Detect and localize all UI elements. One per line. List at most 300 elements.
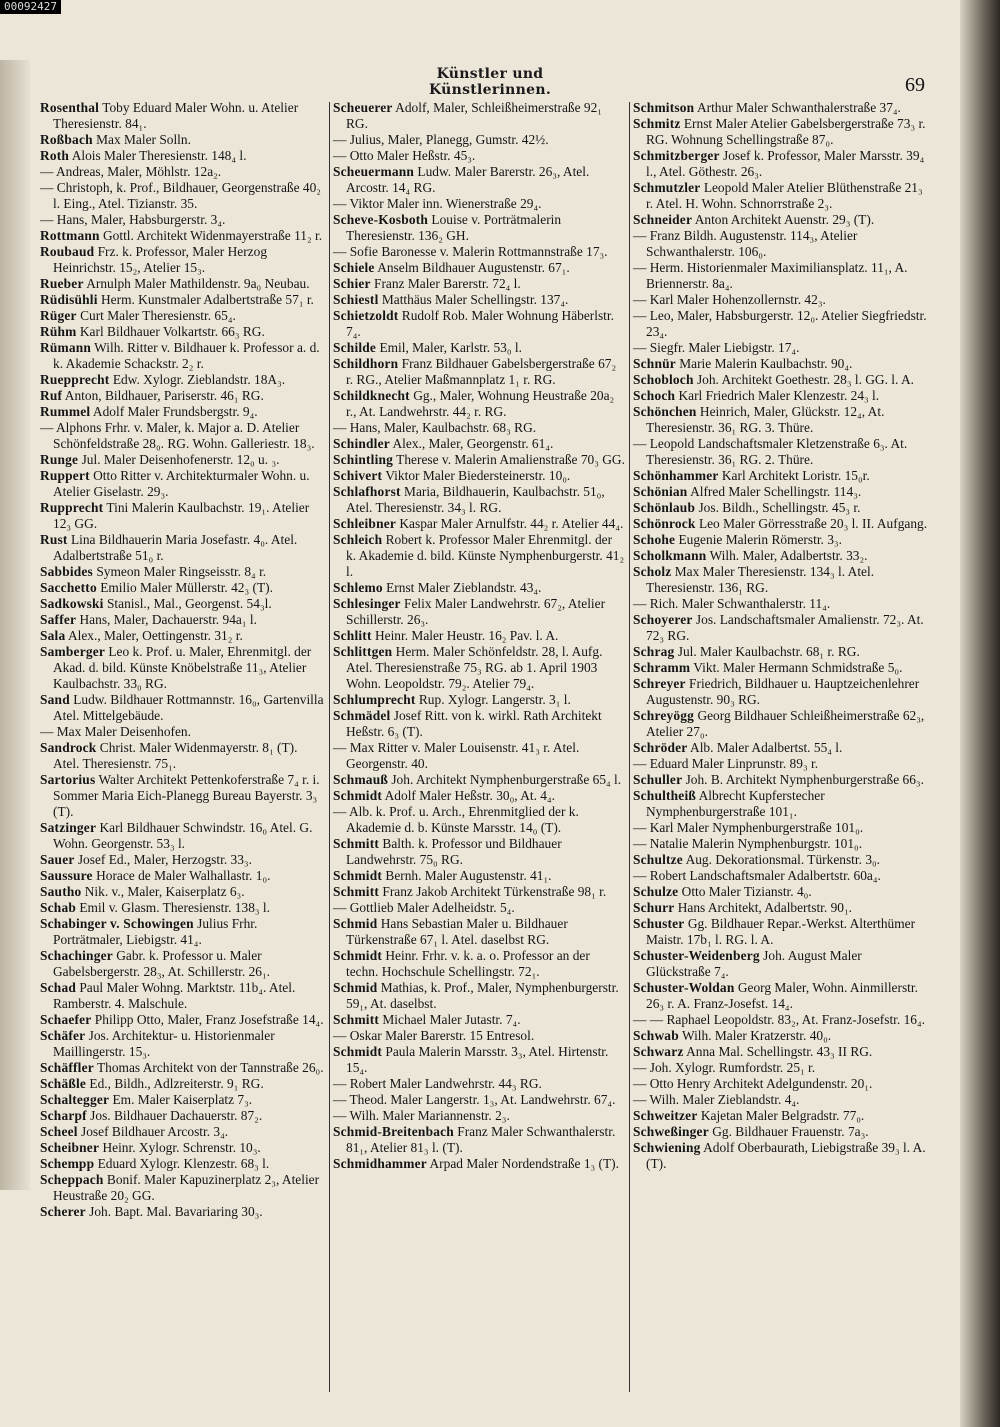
directory-entry <box>633 596 928 612</box>
entry-name: Schmutzler <box>633 180 701 195</box>
entry-name: Sadkowski <box>40 596 104 611</box>
entry-details: Louise v. Porträtmalerin Theresienstr. 136₂ GH. <box>346 212 562 243</box>
entry-name: Schab <box>40 900 76 915</box>
directory-entry <box>40 580 325 596</box>
directory-entry <box>633 292 928 308</box>
entry-name: Schuster-Woldan <box>633 980 735 995</box>
entry-details: Gg. Bildhauer Frauenstr. 7a₃. <box>712 1124 869 1139</box>
entry-name: Sartorius <box>40 772 96 787</box>
directory-entry <box>40 852 325 868</box>
entry-name: Rueber <box>40 276 84 291</box>
entry-name: Schramm <box>633 660 691 675</box>
entry-name: Schwab <box>633 1028 679 1043</box>
entry-name: Schildknecht <box>333 388 410 403</box>
directory-entry <box>333 900 625 916</box>
entry-name: Schwarz <box>633 1044 684 1059</box>
entry-details: — — Raphael Leopoldstr. 83₂, At. Franz-Josefstr. 16₄. <box>633 1012 925 1027</box>
entry-details: Herm. Kunstmaler Adalbertstraße 57₁ r. <box>101 292 314 307</box>
entry-details: Hans Architekt, Adalbertstr. 90₁. <box>677 900 852 915</box>
directory-entry <box>633 788 928 820</box>
entry-name: Schnür <box>633 356 676 371</box>
entry-name: Schäßle <box>40 1076 87 1091</box>
entry-name: Schwiening <box>633 1140 701 1155</box>
entry-name: Schweitzer <box>633 1108 698 1123</box>
entry-details: Philipp Otto, Maler, Franz Josefstraße 14₄. <box>94 1012 324 1027</box>
entry-details: — Wilh. Maler Mariannenstr. 2₃. <box>333 1108 510 1123</box>
directory-entry <box>633 404 928 436</box>
entry-details: Rudolf Rob. Maler Wohnung Häberlstr. 7₄. <box>346 308 614 339</box>
entry-details: — Herm. Historienmaler Maximiliansplatz. 11₁, A. Briennerstr. 8a₄. <box>633 260 908 291</box>
entry-name: Schurr <box>633 900 675 915</box>
directory-entry <box>40 1140 325 1156</box>
entry-details: — Otto Maler Heßstr. 45₃. <box>333 148 476 163</box>
entry-name: Schmitt <box>333 1012 380 1027</box>
directory-entry <box>333 484 625 516</box>
directory-entry <box>40 1092 325 1108</box>
directory-entry <box>633 516 928 532</box>
directory-entry <box>40 500 325 532</box>
entry-details: Eugenie Malerin Römerstr. 3₃. <box>678 532 842 547</box>
entry-details: Lina Bildhauerin Maria Josefastr. 4₀. Atel. Adalbertstraße 51₀ r. <box>53 532 298 563</box>
directory-entry <box>633 980 928 1012</box>
entry-name: Schivert <box>333 468 383 483</box>
entry-name: Schmitz <box>633 116 681 131</box>
entry-name: Schönrock <box>633 516 696 531</box>
directory-entry <box>40 212 325 228</box>
entry-name: Schlafhorst <box>333 484 401 499</box>
entry-details: — Natalie Malerin Nymphenburgstr. 101₀. <box>633 836 863 851</box>
entry-name: Schachinger <box>40 948 113 963</box>
directory-entry <box>40 420 325 452</box>
directory-entry <box>40 724 325 740</box>
entry-details: Franz Maler Schwanthalerstr. 81₁, Atelier 81₃ l. (T). <box>346 1124 616 1155</box>
entry-details: Josef k. Professor, Maler Marsstr. 39₄ l., Atel. Göthestr. 26₃. <box>646 148 925 179</box>
entry-name: Schultheiß <box>633 788 697 803</box>
entry-details: Jul. Maler Kaulbachstr. 68₁ r. RG. <box>677 644 860 659</box>
entry-details: — Theod. Maler Langerstr. 1₃, At. Landwehrstr. 67₄. <box>333 1092 616 1107</box>
entry-name: Schoch <box>633 388 676 403</box>
entry-name: Schmitt <box>333 836 380 851</box>
entry-details: Nik. v., Maler, Kaiserplatz 6₃. <box>84 884 245 899</box>
entry-details: Joh. Architekt Goethestr. 28₃ l. GG. l. A. <box>696 372 914 387</box>
entry-details: Maria, Bildhauerin, Kaulbachstr. 51₀, Atel. Theresienstr. 34₃ l. RG. <box>346 484 605 515</box>
entry-details: Hans, Maler, Dachauerstr. 94a₁ l. <box>79 612 257 627</box>
entry-details: Franz Maler Barerstr. 72₄ l. <box>374 276 521 291</box>
entry-name: Schaefer <box>40 1012 92 1027</box>
entry-details: Max Maler Solln. <box>96 132 191 147</box>
entry-name: Scheppach <box>40 1172 104 1187</box>
directory-entry <box>333 1076 625 1092</box>
entry-name: Schildhorn <box>333 356 399 371</box>
entry-name: Ruepprecht <box>40 372 110 387</box>
entry-details: Alex., Maler, Oettingenstr. 31₂ r. <box>67 628 243 643</box>
directory-entry <box>40 308 325 324</box>
entry-name: Satzinger <box>40 820 97 835</box>
directory-entry <box>633 1060 928 1076</box>
entry-name: Schlesinger <box>333 596 401 611</box>
entry-details: Jos. Bildh., Schellingstr. 45₃ r. <box>698 500 861 515</box>
entry-details: Karl Friedrich Maler Klenzestr. 24₃ l. <box>678 388 880 403</box>
directory-entry <box>633 148 928 180</box>
directory-entry <box>333 916 625 948</box>
directory-entry <box>333 244 625 260</box>
directory-entry <box>633 868 928 884</box>
entry-details: Balth. k. Professor und Bildhauer Landwehrstr. 75₀ RG. <box>346 836 562 867</box>
entry-details: Rup. Xylogr. Langerstr. 3₁ l. <box>418 692 571 707</box>
directory-entry <box>633 948 928 980</box>
column-1 <box>40 100 325 1220</box>
entry-details: — Siegfr. Maler Liebigstr. 17₄. <box>633 340 800 355</box>
entry-details: Joh. B. Architekt Nymphenburgerstraße 66₃. <box>685 772 924 787</box>
entry-details: Julius Frhr. Porträtmaler, Liebigstr. 41₄. <box>53 916 258 947</box>
directory-entry <box>40 532 325 564</box>
entry-details: Adolf Oberbaurath, Liebigstraße 39₃ l. A. (T). <box>646 1140 926 1171</box>
directory-entry <box>40 1076 325 1092</box>
entry-details: — Sofie Baronesse v. Malerin Rottmannstraße 17₃. <box>333 244 608 259</box>
directory-entry <box>333 1092 625 1108</box>
entry-name: Scholkmann <box>633 548 707 563</box>
directory-entry <box>633 1028 928 1044</box>
entry-name: Runge <box>40 452 79 467</box>
entry-name: Schönlaub <box>633 500 696 515</box>
entry-details: — Leo, Maler, Habsburgerstr. 12₀. Atelier Siegfriedstr. 23₄. <box>633 308 927 339</box>
entry-name: Schobloch <box>633 372 694 387</box>
entry-name: Schneider <box>633 212 693 227</box>
entry-details: Adolf, Maler, Schleißheimerstraße 92₁ RG. <box>346 100 602 131</box>
directory-entry <box>633 436 928 468</box>
entry-details: Albrecht Kupferstecher Nymphenburgerstraße 101₁. <box>646 788 825 819</box>
directory-entry <box>40 228 325 244</box>
directory-entry <box>633 820 928 836</box>
entry-details: Anselm Bildhauer Augustenstr. 67₁. <box>377 260 570 275</box>
directory-entry <box>633 468 928 484</box>
directory-entry <box>633 1012 928 1028</box>
entry-details: Leo k. Prof. u. Maler, Ehrenmitgl. der Akad. d. bild. Künste Knöbelstraße 11₃, Atelier Kaulbachstr. 33₀ RG. <box>53 644 312 691</box>
directory-entry <box>40 1060 325 1076</box>
directory-entry <box>633 100 928 116</box>
directory-entry <box>633 1076 928 1092</box>
directory-entry <box>40 452 325 468</box>
directory-entry <box>633 772 928 788</box>
entry-details: Mathias, k. Prof., Maler, Nymphenburgerstr. 59₁, At. daselbst. <box>346 980 619 1011</box>
directory-entry <box>333 1108 625 1124</box>
directory-entry <box>333 468 625 484</box>
directory-entry <box>333 276 625 292</box>
entry-details: Felix Maler Landwehrstr. 67₂, Atelier Schillerstr. 26₃. <box>346 596 606 627</box>
entry-name: Saffer <box>40 612 77 627</box>
entry-details: Wilh. Maler Kratzerstr. 40₀. <box>681 1028 832 1043</box>
entry-details: Franz Jakob Architekt Türkenstraße 98₁ r. <box>382 884 607 899</box>
directory-entry <box>633 740 928 756</box>
directory-entry <box>333 596 625 628</box>
directory-entry <box>40 388 325 404</box>
entry-name: Schmädel <box>333 708 391 723</box>
directory-entry <box>633 260 928 292</box>
entry-details: — Max Ritter v. Maler Louisenstr. 41₃ r. Atel. Georgenstr. 40. <box>333 740 580 771</box>
directory-entry <box>333 292 625 308</box>
entry-details: Ludw. Maler Barerstr. 26₃, Atel. Arcostr. 14₄ RG. <box>346 164 590 195</box>
entry-details: — Alphons Frhr. v. Maler, k. Major a. D. Atelier Schönfeldstraße 28₀. RG. Wohn. Galleriestr. 18₃. <box>40 420 315 451</box>
entry-name: Schlittgen <box>333 644 393 659</box>
entry-name: Scheel <box>40 1124 78 1139</box>
entry-name: Rottmann <box>40 228 100 243</box>
directory-entry <box>633 1124 928 1140</box>
entry-name: Schönhammer <box>633 468 719 483</box>
entry-name: Schindler <box>333 436 390 451</box>
entry-details: Josef Ritt. von k. wirkl. Rath Architekt Heßstr. 6₃ (T). <box>346 708 602 739</box>
directory-entry <box>40 596 325 612</box>
directory-entry <box>333 804 625 836</box>
directory-entry <box>40 180 325 212</box>
directory-entry <box>333 1124 625 1156</box>
entry-details: Joh. Architekt Nymphenburgerstraße 65₄ l. <box>391 772 622 787</box>
directory-entry <box>40 100 325 132</box>
directory-entry <box>333 868 625 884</box>
entry-details: Adolf Maler Heßstr. 30₀, At. 4₄. <box>384 788 556 803</box>
entry-name: Schweßinger <box>633 1124 709 1139</box>
entry-name: Schohe <box>633 532 676 547</box>
directory-entry <box>333 356 625 388</box>
entry-details: Emilio Maler Müllerstr. 42₃ (T). <box>100 580 273 595</box>
entry-details: Walter Architekt Pettenkoferstraße 7₄ r. i. Sommer Maria Eich-Planegg Bureau Bayerstr. 3₃ (T). <box>53 772 320 819</box>
entry-details: Kaspar Maler Arnulfstr. 44₂ r. Atelier 44₄. <box>399 516 624 531</box>
entry-name: Scheuerer <box>333 100 393 115</box>
directory-entry <box>333 708 625 740</box>
directory-entry <box>633 1140 928 1172</box>
entry-details: Heinr. Frhr. v. k. a. o. Professor an der techn. Hochschule Schellingstr. 72₁. <box>346 948 590 979</box>
entry-details: Ernst Maler Zieblandstr. 43₄. <box>386 580 542 595</box>
directory-entry <box>40 292 325 308</box>
directory-entry <box>333 628 625 644</box>
entry-name: Schad <box>40 980 76 995</box>
entry-details: Jul. Maler Deisenhofenerstr. 12₀ u. ₃. <box>81 452 280 467</box>
entry-details: Christ. Maler Widenmayerstr. 8₁ (T). Atel. Theresienstr. 75₁. <box>53 740 298 771</box>
entry-details: Herm. Maler Schönfeldstr. 28, l. Aufg. Atel. Theresienstraße 75₃ RG. ab 1. April 1903 Wohn. Leopoldstr. 79₂. Atelier 79₄. <box>346 644 603 691</box>
entry-details: Edw. Xylogr. Zieblandstr. 18A₃. <box>112 372 286 387</box>
directory-entry <box>40 1108 325 1124</box>
entry-details: Heinrich, Maler, Glückstr. 12₄, At. Theresienstr. 36₁ RG. 3. Thüre. <box>646 404 885 435</box>
entry-name: Schäfer <box>40 1028 86 1043</box>
entry-details: Toby Eduard Maler Wohn. u. Atelier Theresienstr. 84₁. <box>53 100 299 131</box>
entry-name: Schuster-Weidenberg <box>633 948 760 963</box>
entry-details: Horace de Maler Walhallastr. 1₀. <box>96 868 271 883</box>
entry-name: Sandrock <box>40 740 97 755</box>
entry-details: — Hans, Maler, Kaulbachstr. 68₃ RG. <box>333 420 537 435</box>
entry-details: Karl Bildhauer Volkartstr. 66₃ RG. <box>79 324 265 339</box>
entry-name: Schulze <box>633 884 679 899</box>
directory-entry <box>633 340 928 356</box>
directory-entry <box>333 644 625 692</box>
entry-details: Jos. Architektur- u. Historienmaler Maillingerstr. 15₃. <box>53 1028 275 1059</box>
directory-entry <box>40 916 325 948</box>
entry-details: — Franz Bildh. Augustenstr. 114₃, Atelier Schwanthalerstr. 106₀. <box>633 228 858 259</box>
directory-entry <box>333 788 625 804</box>
entry-name: Sautho <box>40 884 82 899</box>
directory-entry <box>40 164 325 180</box>
entry-details: Georg Maler, Wohn. Ainmillerstr. 26₃ r. A. Franz-Josefst. 14₄. <box>646 980 918 1011</box>
directory-entry <box>40 644 325 692</box>
directory-entry <box>333 340 625 356</box>
directory-entry <box>633 388 928 404</box>
directory-entry <box>633 356 928 372</box>
entry-details: — Otto Henry Architekt Adelgundenstr. 20₁. <box>633 1076 873 1091</box>
entry-name: Saussure <box>40 868 93 883</box>
entry-name: Samberger <box>40 644 106 659</box>
directory-entry <box>333 132 625 148</box>
entry-name: Schintling <box>333 452 394 467</box>
entry-details: Aug. Dekorationsmal. Türkenstr. 3₀. <box>685 852 881 867</box>
directory-entry <box>633 180 928 212</box>
directory-entry <box>633 612 928 644</box>
column-rule <box>329 102 330 1392</box>
entry-details: Gottl. Architekt Widenmayerstraße 11₂ r. <box>103 228 323 243</box>
directory-entry <box>333 452 625 468</box>
directory-entry <box>40 1028 325 1060</box>
entry-details: Arnulph Maler Mathildenstr. 9a₀ Neubau. <box>86 276 310 291</box>
entry-details: Anna Mal. Schellingstr. 43₃ II RG. <box>686 1044 873 1059</box>
entry-details: — Christoph, k. Prof., Bildhauer, Georgenstraße 40₂ l. Eing., Atel. Tizianstr. 35. <box>40 180 321 211</box>
entry-details: Franz Bildhauer Gabelsbergerstraße 67₂ r. RG., Atelier Maßmannplatz 1₁ r. RG. <box>346 356 617 387</box>
entry-name: Scheuermann <box>333 164 415 179</box>
directory-entry <box>333 580 625 596</box>
directory-entry <box>633 708 928 740</box>
entry-name: Rümann <box>40 340 92 355</box>
directory-entry <box>333 260 625 276</box>
entry-details: Curt Maler Theresienstr. 65₄. <box>80 308 236 323</box>
entry-name: Schmid <box>333 980 378 995</box>
entry-details: Robert k. Professor Maler Ehrenmitgl. der k. Akademie d. bild. Künste Nymphenburgerstr. 41₂ l. <box>346 532 625 579</box>
entry-name: Rosenthal <box>40 100 100 115</box>
directory-entry <box>633 532 928 548</box>
entry-name: Rummel <box>40 404 91 419</box>
entry-details: Gg. Bildhauer Repar.-Werkst. Alterthümer Maistr. 17b₁ l. RG. l. A. <box>646 916 916 947</box>
entry-details: Emil v. Glasm. Theresienstr. 138₃ l. <box>79 900 270 915</box>
entry-details: Gg., Maler, Wohnung Heustraße 20a₂ r., At. Landwehrstr. 44₂ r. RG. <box>346 388 615 419</box>
entry-details: Hans Sebastian Maler u. Bildhauer Türkenstraße 67₁ l. Atel. daselbst RG. <box>346 916 568 947</box>
directory-entry <box>333 164 625 196</box>
entry-name: Sacchetto <box>40 580 97 595</box>
directory-entry <box>40 1204 325 1220</box>
directory-entry <box>633 756 928 772</box>
entry-details: — Viktor Maler inn. Wienerstraße 29₄. <box>333 196 542 211</box>
entry-details: Alex., Maler, Georgenstr. 61₄. <box>392 436 554 451</box>
directory-entry <box>633 564 928 596</box>
directory-entry <box>40 772 325 820</box>
entry-details: Georg Bildhauer Schleißheimerstraße 62₃, Atelier 27₀. <box>646 708 925 739</box>
entry-details: Wilh. Ritter v. Bildhauer k. Professor a. d. k. Akademie Schackstr. 2₂ r. <box>53 340 320 371</box>
entry-name: Schietzoldt <box>333 308 399 323</box>
directory-entry <box>333 308 625 340</box>
directory-entry <box>333 772 625 788</box>
directory-entry <box>633 212 928 228</box>
entry-name: Sauer <box>40 852 75 867</box>
entry-details: Emil, Maler, Karlstr. 53₀ l. <box>379 340 522 355</box>
entry-name: Schmid-Breitenbach <box>333 1124 454 1139</box>
directory-entry <box>40 1012 325 1028</box>
directory-entry <box>40 340 325 372</box>
directory-entry <box>333 948 625 980</box>
directory-entry <box>40 148 325 164</box>
directory-entry <box>40 980 325 1012</box>
entry-name: Schoyerer <box>633 612 693 627</box>
entry-details: Joh. August Maler Glückstraße 7₄. <box>646 948 862 979</box>
directory-entry <box>40 132 325 148</box>
directory-entry <box>40 372 325 388</box>
entry-details: Anton, Bildhauer, Pariserstr. 46₁ RG. <box>64 388 264 403</box>
entry-details: Leopold Maler Atelier Blüthenstraße 21₃ r. Atel. H. Wohn. Schnorrstraße 2₃. <box>646 180 923 211</box>
directory-entry <box>333 1044 625 1076</box>
entry-name: Schleich <box>333 532 383 547</box>
entry-details: Stanisl., Mal., Georgenst. 54₃l. <box>106 596 272 611</box>
entry-name: Schuster <box>633 916 685 931</box>
entry-details: Thomas Architekt von der Tannstraße 26₀. <box>96 1060 324 1075</box>
entry-name: Schlemo <box>333 580 383 595</box>
directory-entry <box>40 468 325 500</box>
entry-details: Heinr. Xylogr. Schrenstr. 10₃. <box>102 1140 261 1155</box>
directory-entry <box>633 916 928 948</box>
directory-entry <box>633 1092 928 1108</box>
entry-details: Josef Bildhauer Arcostr. 3₄. <box>81 1124 229 1139</box>
directory-entry <box>633 484 928 500</box>
directory-entry <box>40 628 325 644</box>
directory-entry <box>633 676 928 708</box>
entry-name: Scheibner <box>40 1140 100 1155</box>
entry-details: Max Maler Theresienstr. 134₃ l. Atel. Theresienstr. 136₁ RG. <box>646 564 875 595</box>
entry-details: — Karl Maler Nymphenburgerstraße 101₀. <box>633 820 864 835</box>
entry-details: — Max Maler Deisenhofen. <box>40 724 191 739</box>
directory-entry <box>40 820 325 852</box>
entry-details: — Eduard Maler Linprunstr. 89₃ r. <box>633 756 819 771</box>
directory-entry <box>333 420 625 436</box>
entry-details: — Julius, Maler, Planegg, Gumstr. 42½. <box>333 132 549 147</box>
directory-entry <box>633 228 928 260</box>
page-edge-shadow <box>960 0 1000 1427</box>
directory-entry <box>633 900 928 916</box>
directory-entry <box>633 116 928 148</box>
entry-details: Kajetan Maler Belgradstr. 77₀. <box>700 1108 865 1123</box>
entry-name: Schröder <box>633 740 688 755</box>
entry-name: Schier <box>333 276 371 291</box>
entry-details: — Robert Maler Landwehrstr. 44₃ RG. <box>333 1076 542 1091</box>
entry-details: — Oskar Maler Barerstr. 15 Entresol. <box>333 1028 535 1043</box>
entry-name: Schlumprecht <box>333 692 416 707</box>
entry-name: Schuller <box>633 772 683 787</box>
directory-entry <box>633 500 928 516</box>
entry-name: Schmidt <box>333 948 383 963</box>
directory-entry <box>333 388 625 420</box>
entry-details: Heinr. Maler Heustr. 16₂ Pav. l. A. <box>374 628 559 643</box>
entry-name: Schmidt <box>333 1044 383 1059</box>
entry-details: Matthäus Maler Schellingstr. 137₄. <box>381 292 569 307</box>
entry-details: Marie Malerin Kaulbachstr. 90₄. <box>679 356 853 371</box>
entry-details: Symeon Maler Ringseisstr. 8₄ r. <box>96 564 267 579</box>
directory-entry <box>633 308 928 340</box>
directory-entry <box>40 884 325 900</box>
directory-entry <box>40 1124 325 1140</box>
entry-details: Friedrich, Bildhauer u. Hauptzeichenlehrer Augustenstr. 90₃ RG. <box>646 676 920 707</box>
entry-name: Rüger <box>40 308 77 323</box>
entry-name: Scheve-Kosboth <box>333 212 429 227</box>
entry-details: Eduard Xylogr. Klenzestr. 68₃ l. <box>97 1156 270 1171</box>
entry-details: Paul Maler Wohng. Marktstr. 11b₄. Atel. Ramberstr. 4. Malschule. <box>53 980 296 1011</box>
entry-name: Schmidt <box>333 788 383 803</box>
entry-details: Anton Architekt Auenstr. 29₃ (T). <box>694 212 875 227</box>
entry-name: Schönchen <box>633 404 697 419</box>
entry-details: Viktor Maler Biedersteinerstr. 10₀. <box>385 468 571 483</box>
entry-details: — Rich. Maler Schwanthalerstr. 11₄. <box>633 596 831 611</box>
entry-details: Otto Ritter v. Architekturmaler Wohn. u. Atelier Giselastr. 29₃. <box>53 468 310 499</box>
entry-details: Arthur Maler Schwanthalerstraße 37₄. <box>696 100 901 115</box>
